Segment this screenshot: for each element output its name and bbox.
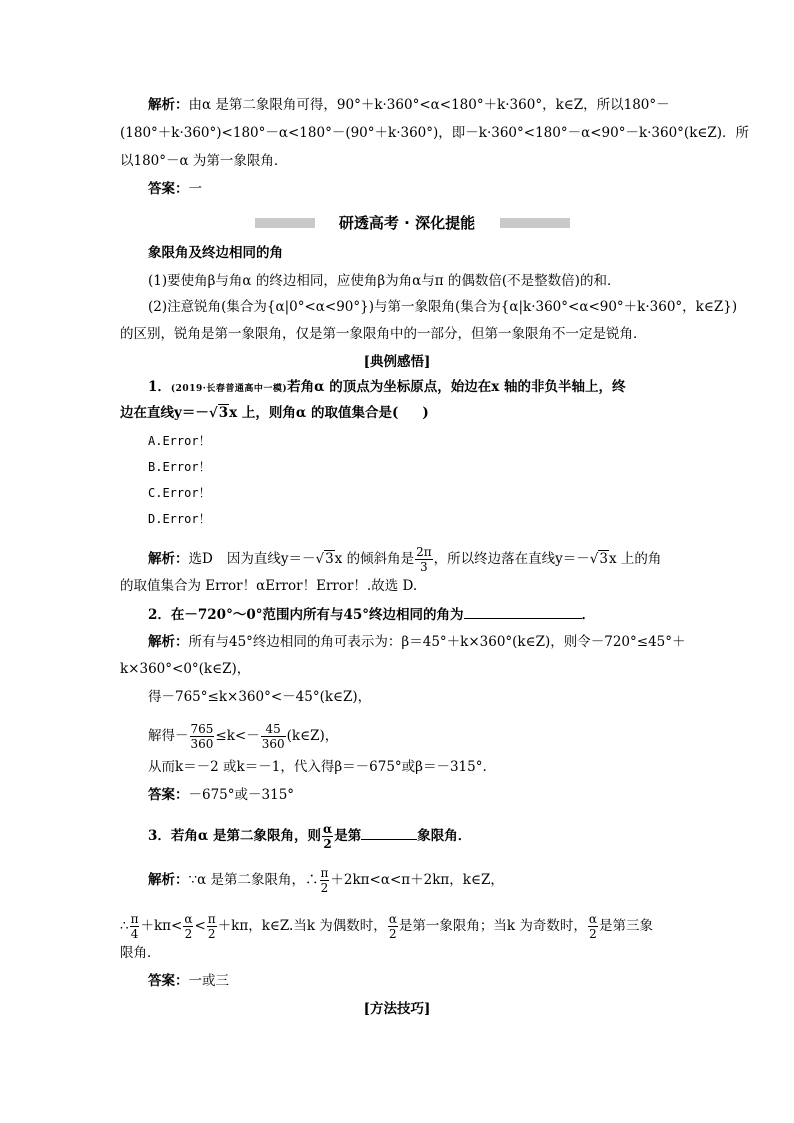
denominator: 2 — [389, 927, 397, 941]
sqrt-arg: 3 — [218, 405, 229, 421]
text: 象限角． — [417, 828, 472, 844]
text: 解得－ — [148, 728, 189, 744]
q1-line1 — [148, 378, 625, 398]
q2-solution-line4 — [148, 722, 338, 751]
text: 边在直线y＝－ — [120, 405, 209, 421]
numerator: π — [130, 912, 139, 926]
q3-solution-line3: 限角． — [120, 945, 161, 961]
text: ∴ — [120, 918, 129, 934]
q2-question — [148, 606, 595, 624]
text: < — [194, 918, 206, 934]
text: 由α 是第二象限角可得，90°＋k·360°<α<180°＋k·360°，k∈Z，所以180°－ — [188, 97, 670, 113]
prev-solution-line1 — [148, 96, 670, 114]
question-source: (2019·长春普通高中一模) — [170, 384, 288, 394]
q3-question — [148, 822, 471, 851]
fraction — [388, 912, 398, 941]
numerator: 45 — [261, 722, 286, 737]
text: x 上，则角α 的取值集合是( — [229, 405, 399, 421]
answer-blank — [464, 618, 582, 619]
section-banner — [255, 212, 570, 234]
fraction — [320, 866, 330, 895]
numerator: 2π — [416, 545, 432, 559]
q2-answer — [148, 786, 294, 804]
numerator: π — [320, 866, 329, 880]
denominator: 2 — [323, 837, 332, 851]
text: 所有与45°终边相同的角可表示为：β＝45°＋k×360°(k∈Z)，则令－720°≤45°＋ — [188, 634, 686, 650]
q1-option-c: C.Error！ — [148, 486, 211, 500]
numerator: π — [207, 912, 216, 926]
text: 是第一象限角；当k 为奇数时， — [398, 918, 587, 934]
section-method: [方法技巧] — [363, 1001, 431, 1017]
answer-value: －675°或－315° — [188, 787, 295, 803]
intro-point2-line1: (2)注意锐角(集合为{α|0°<α<90°})与第一象限角(集合为{α|k·360°<α<90°＋k·360°，k∈Z}) — [148, 299, 738, 315]
text: 因为直线y＝－ — [226, 551, 316, 567]
numerator: α — [588, 912, 598, 926]
intro-heading: 象限角及终边相同的角 — [148, 245, 283, 261]
q3-solution-line1 — [148, 866, 504, 895]
text: x 上的角 — [608, 551, 662, 567]
text: ＋kπ，k∈Z.当k 为偶数时， — [217, 918, 387, 934]
question-text: 3．若角α 是第二象限角，则 — [148, 828, 321, 844]
fraction — [322, 822, 333, 851]
banner-title: 研透高考 · 深化提能 — [338, 214, 476, 232]
section-example: [典例感悟] — [363, 354, 431, 370]
text: ． — [581, 607, 596, 623]
answer-blank — [361, 839, 417, 840]
q2-solution-line3: 得－765°≤k×360°<－45°(k∈Z)， — [148, 689, 372, 705]
denominator: 2 — [589, 927, 597, 941]
question-number: 1． — [148, 379, 171, 395]
text: x 的倾斜角是 — [334, 551, 415, 567]
q2-solution-line2: k×360°<0°(k∈Z)， — [120, 661, 251, 677]
denominator: 2 — [184, 927, 193, 941]
answer-label: 答案： — [148, 181, 189, 197]
intro-point1: (1)要使角β与角α 的终边相同，应使角β为角α与π 的偶数倍(不是整数倍)的和． — [148, 273, 621, 289]
solution-label: 解析： — [148, 872, 189, 888]
denominator: 360 — [190, 737, 214, 751]
answer-label: 答案： — [148, 973, 189, 989]
question-text: 2．在－720°～0°范围内所有与45°终边相同的角为 — [148, 607, 464, 623]
text: ≤k<－ — [215, 728, 260, 744]
text: 是第 — [334, 828, 362, 844]
solution-label: 解析： — [148, 634, 189, 650]
text: ，所以终边落在直线y＝－ — [433, 551, 590, 567]
fraction — [190, 722, 215, 751]
denominator: 4 — [130, 927, 139, 941]
answer-label: 答案： — [148, 787, 189, 803]
q1-option-a: A.Error！ — [148, 434, 211, 448]
text: ∵α 是第二象限角，∴ — [188, 872, 319, 888]
text: ) — [422, 405, 429, 421]
denominator: 2 — [207, 927, 216, 941]
q1-solution-line1: 解析：选D 因为直线y＝－√3x 的倾斜角是 $\frac{2\pi}{3}$ ，所以终边落在直线y＝－√3x 上的角 — [148, 545, 662, 574]
denominator: 2 — [320, 881, 329, 895]
numerator: 765 — [190, 722, 214, 736]
text: (k∈Z)， — [286, 728, 339, 744]
q1-option-d: D.Error！ — [148, 512, 211, 526]
fraction — [261, 722, 286, 751]
prev-solution-line3: 以180°－α 为第一象限角． — [120, 153, 288, 169]
intro-point2-line2: 的区别，锐角是第一象限角，仅是第一象限角中的一部分，但第一象限角不一定是锐角． — [120, 326, 647, 342]
q1-option-b: B.Error！ — [148, 460, 211, 474]
numerator: α — [388, 912, 397, 926]
q3-solution-line2 — [120, 912, 653, 941]
fraction — [207, 912, 217, 941]
denominator: 360 — [261, 737, 285, 751]
fraction — [588, 912, 598, 941]
text: ＋kπ< — [140, 918, 183, 934]
q3-answer — [148, 972, 229, 990]
fraction — [415, 545, 433, 574]
answer-value: 一 — [188, 181, 202, 197]
banner-bar-left — [255, 218, 315, 228]
banner-bar-right — [500, 218, 570, 228]
solution-label: 解析： — [148, 97, 189, 113]
prev-answer — [148, 180, 202, 198]
answer-value: 一或三 — [188, 973, 229, 989]
text: 是第三象 — [599, 918, 654, 934]
q2-solution-line5: 从而k＝－2 或k＝－1，代入得β＝－675°或β＝－315°. — [148, 759, 487, 775]
text: ＋2kπ<α<π＋2kπ，k∈Z， — [330, 872, 504, 888]
fraction — [183, 912, 193, 941]
q2-solution-line1 — [148, 633, 686, 651]
fraction — [130, 912, 140, 941]
question-text: 若角α 的顶点为坐标原点，始边在x 轴的非负半轴上，终 — [287, 379, 626, 395]
solution-label: 解析： — [148, 551, 189, 567]
numerator: α — [322, 822, 333, 836]
denominator: 3 — [420, 560, 428, 574]
numerator: α — [184, 912, 193, 926]
q1-solution-line2: 的取值集合为 Error！αError！Error！.故选 D. — [120, 578, 418, 594]
text: 选D — [188, 551, 213, 567]
q1-line2: 边在直线y＝－√3x 上，则角α 的取值集合是( ) — [120, 405, 429, 421]
prev-solution-line2: (180°＋k·360°)<180°－α<180°－(90°＋k·360°)，即－k·360°<180°－α<90°－k·360°(k∈Z)．所 — [120, 125, 750, 141]
